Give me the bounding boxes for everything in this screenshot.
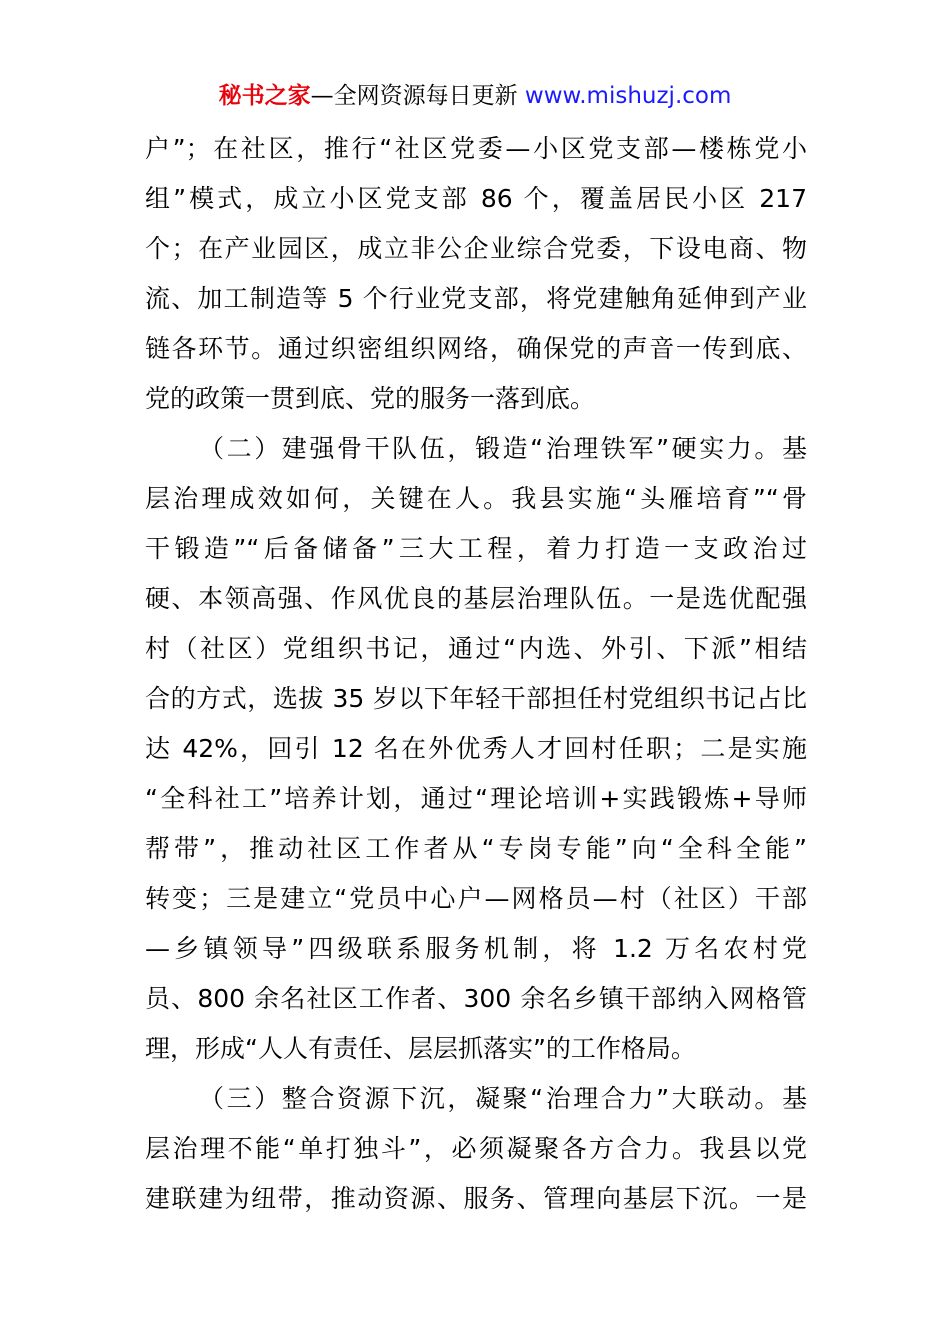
text-line: 员、800 余名社区工作者、300 余名乡镇干部纳入网格管 bbox=[145, 984, 807, 1013]
text-line: 建联建为纽带，推动资源、服务、管理向基层下沉。一是 bbox=[145, 1184, 807, 1213]
text-line: 转变；三是建立“党员中心户—网格员—村（社区）干部 bbox=[145, 884, 807, 913]
text-line: 户”；在社区，推行“社区党委—小区党支部—楼栋党小 bbox=[145, 134, 807, 163]
text-line: 村（社区）党组织书记，通过“内选、外引、下派”相结 bbox=[145, 634, 807, 663]
header-site-link[interactable]: www.mishuzj.com bbox=[517, 83, 732, 109]
paragraph-first-line: （二）建强骨干队伍，锻造“治理铁军”硬实力。基 bbox=[199, 434, 807, 463]
text-line: 达 42%，回引 12 名在外优秀人才回村任职；二是实施 bbox=[145, 734, 807, 763]
header-brand: 秘书之家 bbox=[218, 83, 311, 109]
text-line: 理，形成“人人有责任、层层抓落实”的工作格局。 bbox=[145, 1034, 696, 1063]
text-line: 硬、本领高强、作风优良的基层治理队伍。一是选优配强 bbox=[145, 584, 807, 613]
text-line: 层治理不能“单打独斗”，必须凝聚各方合力。我县以党 bbox=[145, 1134, 807, 1163]
text-line: 链各环节。通过织密组织网络，确保党的声音一传到底、 bbox=[145, 334, 807, 363]
header-tagline: —全网资源每日更新 bbox=[310, 83, 518, 109]
text-line: 干锻造”“后备储备”三大工程，着力打造一支政治过 bbox=[145, 534, 807, 563]
page-header bbox=[0, 80, 950, 112]
text-line: 层治理成效如何，关键在人。我县实施“头雁培育”“骨 bbox=[145, 484, 807, 513]
text-line: 帮带”，推动社区工作者从“专岗专能”向“全科全能” bbox=[145, 834, 807, 863]
text-line: “全科社工”培养计划，通过“理论培训+实践锻炼+导师 bbox=[145, 784, 807, 813]
text-line: 个；在产业园区，成立非公企业综合党委，下设电商、物 bbox=[145, 234, 807, 263]
text-line: 合的方式，选拔 35 岁以下年轻干部担任村党组织书记占比 bbox=[145, 684, 807, 713]
text-line: 党的政策一贯到底、党的服务一落到底。 bbox=[145, 384, 596, 413]
paragraph-first-line: （三）整合资源下沉，凝聚“治理合力”大联动。基 bbox=[199, 1084, 807, 1113]
text-line: 组”模式，成立小区党支部 86 个，覆盖居民小区 217 bbox=[145, 184, 807, 213]
text-line: —乡镇领导”四级联系服务机制，将 1.2 万名农村党 bbox=[145, 934, 807, 963]
document-body bbox=[145, 124, 807, 1224]
text-line: 流、加工制造等 5 个行业党支部，将党建触角延伸到产业 bbox=[145, 284, 807, 313]
